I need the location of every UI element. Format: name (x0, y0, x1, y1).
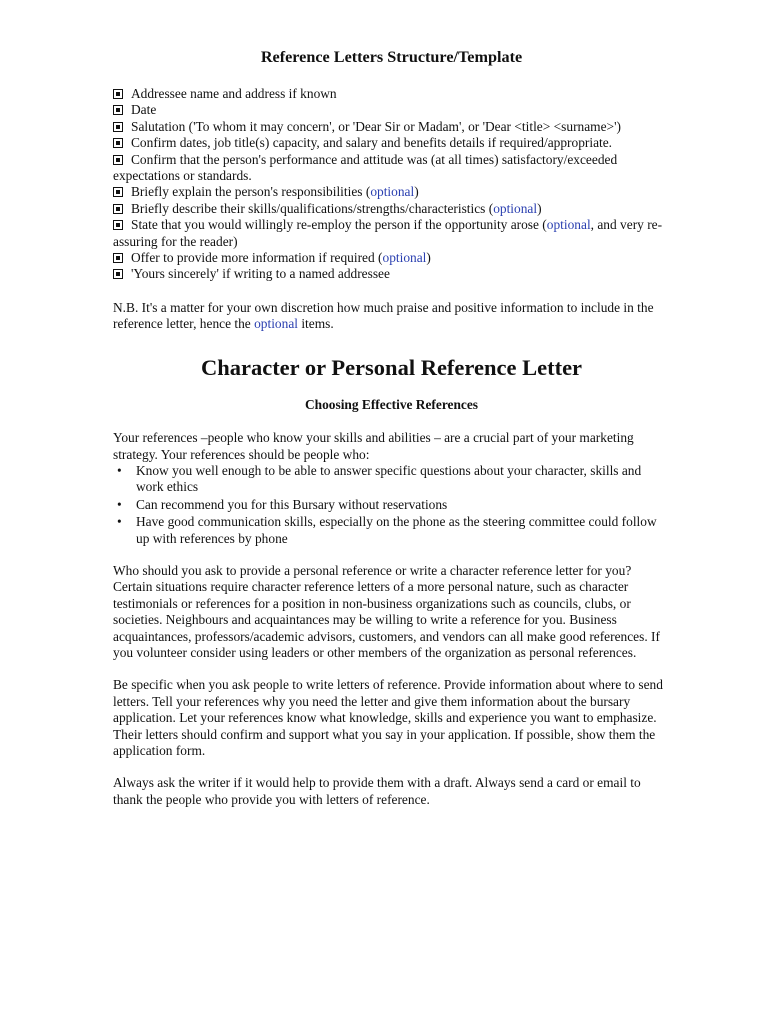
checklist-item-text: Salutation ('To whom it may concern', or 'Dear Sir or Madam', or 'Dear <title> <surname>') (131, 118, 621, 134)
references-intro: Your references –people who know your skills and abilities – are a crucial part of your marketing strategy. Your references should be people who: (113, 430, 634, 462)
optional-tag: optional (370, 184, 415, 200)
checklist-item (113, 217, 670, 250)
bullet-icon: • (117, 462, 122, 478)
optional-tag: optional (254, 316, 298, 332)
checked-square-icon (113, 138, 123, 148)
list-item-text: Can recommend you for this Bursary without reservations (136, 496, 448, 512)
checklist-item-text: Addressee name and address if known (131, 86, 337, 101)
checked-square-icon (113, 89, 123, 99)
optional-tag: optional (493, 200, 538, 216)
checked-square-icon (113, 105, 123, 115)
optional-tag: optional (546, 217, 591, 233)
body-paragraph: Be specific when you ask people to write letters of reference. Provide information about where to send letters. Tell your references why you need the letter and give them information about the bursary application. Let your references know what knowledge, skills and experience you want to emphasize. Their letters should confirm and support what you say in your application. If possible, show them the application form. (113, 677, 663, 758)
checked-square-icon (113, 269, 123, 279)
optional-tag: optional (382, 250, 427, 266)
list-item (113, 497, 670, 513)
checklist-item (113, 135, 670, 151)
checked-square-icon (113, 204, 123, 214)
checklist-item-text: State that you would willingly re-employ the person if the opportunity arose ( (131, 217, 547, 233)
section-title: Character or Personal Reference Letter (200, 354, 583, 380)
checklist-item-text: Offer to provide more information if required ( (131, 250, 383, 266)
checklist-item-suffix: ) (426, 250, 431, 266)
nb-suffix: items. (297, 316, 334, 332)
bullet-icon: • (117, 514, 122, 530)
list-item (113, 463, 670, 496)
checked-square-icon (113, 187, 123, 197)
checked-square-icon (113, 253, 123, 263)
checklist-item (113, 266, 670, 282)
body-paragraph: Always ask the writer if it would help to provide them with a draft. Always send a card or email to thank the people who provide you with letters of reference. (113, 775, 641, 807)
nb-note (113, 300, 670, 333)
body-paragraph: Who should you ask to provide a personal reference or write a character reference letter for you? Certain situations require character reference letters of a more personal nature, such as character testimonials or references for a position in non-business organizations such as councils, clubs, or societies. Neighbours and acquaintances may be willing to write a reference for you. Business acquaintances, professors/academic advisors, customers, and vendors can all make good references. If you volunteer consider using leaders or other members of the organization as personal references. (113, 562, 660, 660)
references-criteria-list (113, 463, 670, 547)
checklist-item (113, 86, 670, 102)
checked-square-icon (113, 155, 123, 165)
checklist-item-text: Confirm that the person's performance and attitude was (at all times) satisfactory/exceeded expectations or standards. (113, 151, 618, 184)
checklist-item (113, 102, 670, 118)
checklist-item (113, 250, 670, 266)
checklist-item-suffix: ) (537, 200, 542, 216)
checked-square-icon (113, 220, 123, 230)
checked-square-icon (113, 122, 123, 132)
list-item-text: Have good communication skills, especially on the phone as the steering committee could follow up with references by phone (136, 514, 657, 546)
checklist-item-text: Briefly describe their skills/qualifications/strengths/characteristics ( (131, 200, 494, 216)
checklist-item-text: Confirm dates, job title(s) capacity, and salary and benefits details if required/appropriate. (131, 135, 613, 151)
checklist-item (113, 184, 670, 200)
page-heading: Reference Letters Structure/Template (260, 48, 523, 66)
checklist-item-suffix: , and very re-assuring for the reader) (113, 217, 663, 249)
list-item (113, 514, 670, 547)
checklist-item-text: 'Yours sincerely' if writing to a named addressee (131, 266, 390, 282)
checklist-item (113, 201, 670, 217)
nb-text: N.B. It's a matter for your own discretion how much praise and positive information to include in the reference letter, hence the (113, 299, 654, 332)
section-subtitle: Choosing Effective References (304, 396, 479, 412)
checklist-item (113, 119, 670, 135)
structure-checklist (113, 86, 670, 283)
list-item-text: Know you well enough to be able to answer specific questions about your character, skills and work ethics (136, 462, 642, 495)
checklist-item-text: Briefly explain the person's responsibilities ( (131, 184, 371, 200)
bullet-icon: • (117, 496, 122, 512)
checklist-item (113, 152, 670, 185)
checklist-item-text: Date (131, 102, 157, 118)
checklist-item-suffix: ) (414, 184, 419, 200)
